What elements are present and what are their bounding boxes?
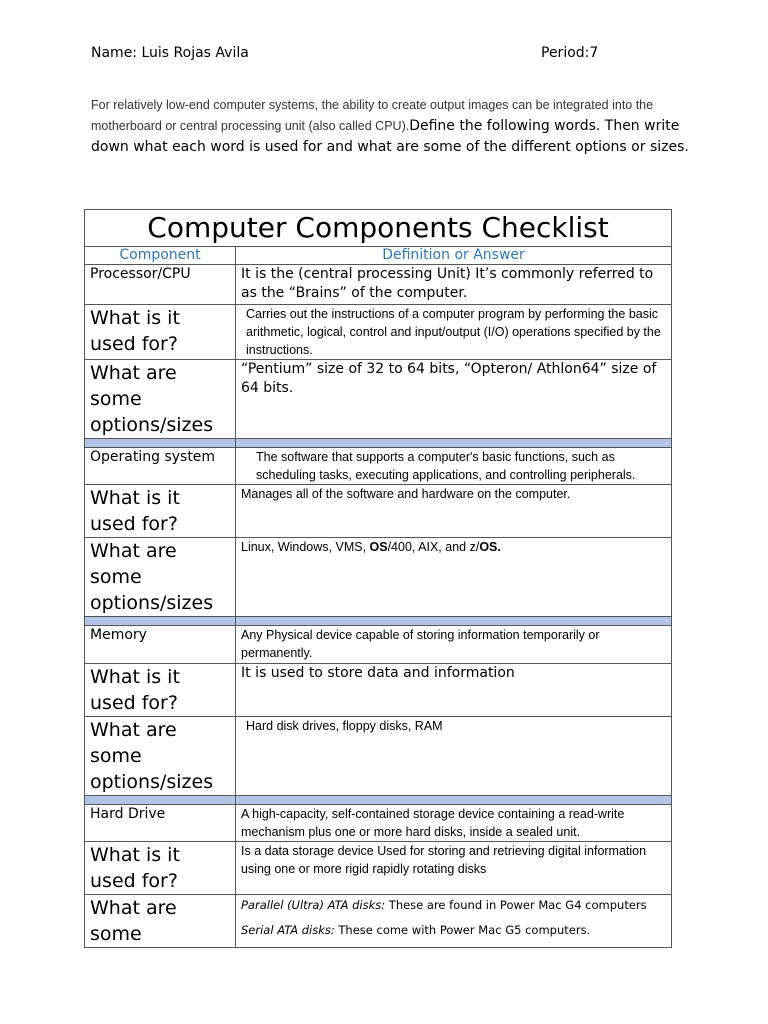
options-os-b: OS — [369, 540, 388, 554]
question-options: What are some options/sizes — [85, 360, 236, 439]
table-row — [85, 842, 672, 895]
table-row — [85, 305, 672, 360]
table-row — [85, 448, 672, 485]
question-used-for: What is it used for? — [85, 485, 236, 538]
option-serial-ata — [241, 920, 666, 940]
component-name-processor: Processor/CPU — [85, 265, 236, 305]
question-used-for: What is it used for? — [85, 664, 236, 717]
table-row — [85, 360, 672, 439]
question-used-for: What is it used for? — [85, 305, 236, 360]
options-os-d: OS. — [479, 540, 501, 554]
separator-cell — [85, 796, 236, 805]
question-options: What are some options/sizes — [85, 717, 236, 796]
intro-instruction: Define the following words. Then write down what each word is used for and what are some of the different options or sizes. — [91, 118, 689, 155]
option-parallel-ata — [241, 895, 666, 915]
definition-memory: Any Physical device capable of storing information temporarily or permanently. — [236, 626, 672, 664]
student-name: Name: Luis Rojas Avila — [91, 45, 249, 61]
definition-processor: It is the (central processing Unit) It’s commonly referred to as the “Brains” of the computer. — [236, 265, 672, 305]
options-os-c: /400, AIX, and z/ — [387, 540, 480, 554]
column-header-component: Component — [85, 247, 236, 265]
table-row — [85, 895, 672, 948]
used-for-processor-text: Carries out the instructions of a computer program by performing the basic arithmetic, logical, control and input/output (I/O) operations specified by the instructions. — [246, 307, 661, 357]
separator-cell — [236, 796, 672, 805]
separator-cell — [236, 617, 672, 626]
table-title: Computer Components Checklist — [85, 210, 672, 247]
section-separator — [85, 439, 672, 448]
component-name-memory: Memory — [85, 626, 236, 664]
separator-cell — [85, 439, 236, 448]
option-parallel-ata-text: These are found in Power Mac G4 computers — [385, 898, 647, 912]
question-options-partial: What are some — [85, 895, 236, 948]
options-hard-drive — [236, 895, 672, 948]
used-for-processor — [236, 305, 672, 360]
table-row — [85, 664, 672, 717]
column-header-row — [85, 247, 672, 265]
separator-cell — [236, 439, 672, 448]
table-row — [85, 805, 672, 842]
option-parallel-ata-label: Parallel (Ultra) ATA disks: — [241, 898, 386, 912]
options-memory-text: Hard disk drives, floppy disks, RAM — [246, 719, 443, 733]
table-row — [85, 626, 672, 664]
table-row — [85, 717, 672, 796]
used-for-hard-drive: Is a data storage device Used for storing and retrieving digital information using one or more rigid rapidly rotating disks — [236, 842, 672, 895]
definition-os — [236, 448, 672, 485]
table-row — [85, 485, 672, 538]
options-os — [236, 538, 672, 617]
section-separator — [85, 617, 672, 626]
definition-hard-drive: A high-capacity, self-contained storage device containing a read-write mechanism plus one or more hard disks, inside a sealed unit. — [236, 805, 672, 842]
component-name-hard-drive: Hard Drive — [85, 805, 236, 842]
class-period: Period:7 — [541, 45, 599, 61]
intro-paragraph — [91, 94, 691, 157]
column-header-definition: Definition or Answer — [236, 247, 672, 265]
definition-os-text: The software that supports a computer's basic functions, such as scheduling tasks, executing applications, and controlling peripherals. — [256, 450, 636, 482]
table-row — [85, 538, 672, 617]
components-checklist-table — [84, 209, 672, 948]
separator-cell — [85, 617, 236, 626]
intro-lead: For relatively low-end computer systems, the ability to create output images can be integrated into the motherboard or central processing unit (also called CPU). — [91, 98, 654, 133]
used-for-os: Manages all of the software and hardware on the computer. — [236, 485, 672, 538]
option-serial-ata-label: Serial ATA disks: — [241, 923, 335, 937]
options-processor: “Pentium” size of 32 to 64 bits, “Opteron/ Athlon64” size of 64 bits. — [236, 360, 672, 439]
table-title-row — [85, 210, 672, 247]
section-separator — [85, 796, 672, 805]
options-memory — [236, 717, 672, 796]
question-options: What are some options/sizes — [85, 538, 236, 617]
question-used-for: What is it used for? — [85, 842, 236, 895]
options-os-a: Linux, Windows, VMS, — [241, 540, 370, 554]
component-name-os: Operating system — [85, 448, 236, 485]
option-serial-ata-text: These come with Power Mac G5 computers. — [334, 923, 591, 937]
table-row — [85, 265, 672, 305]
used-for-memory: It is used to store data and information — [236, 664, 672, 717]
